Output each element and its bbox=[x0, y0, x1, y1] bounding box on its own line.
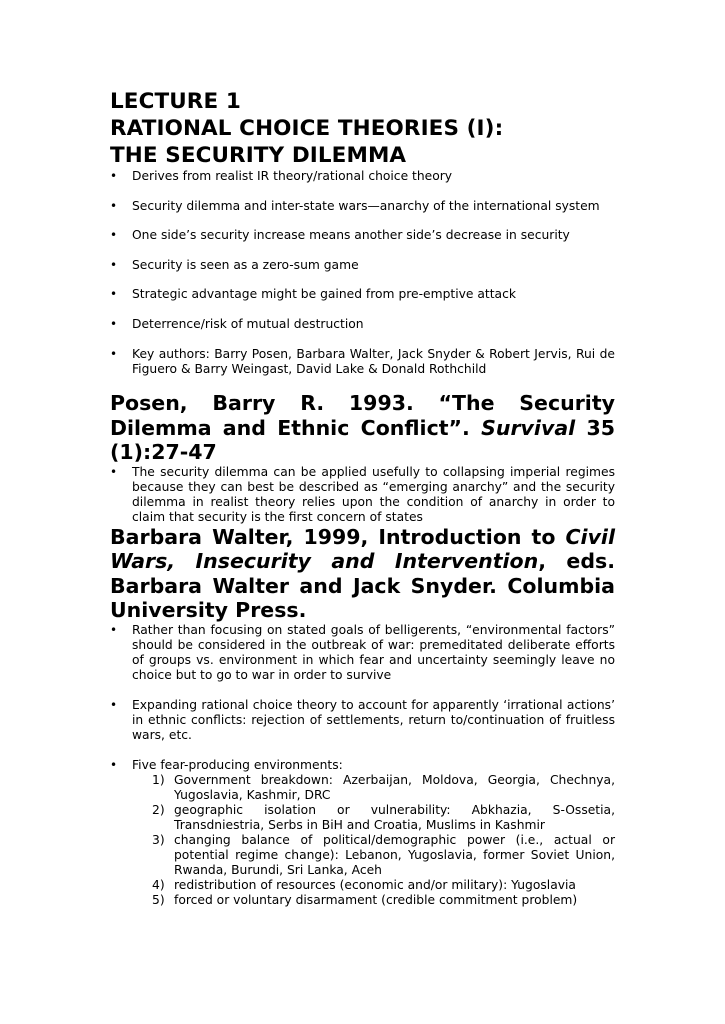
numbered-item bbox=[152, 893, 615, 908]
title-line: THE SECURITY DILEMMA bbox=[110, 143, 407, 168]
list-item: • Key authors: Barry Posen, Barbara Walter, Jack Snyder & Robert Jervis, Rui de Figuero & Barry Weingast, David Lake & Donald Rothchild bbox=[110, 347, 615, 377]
posen-bullet-list bbox=[110, 465, 615, 525]
intro-bullet-list bbox=[110, 169, 615, 377]
item-number: 2) bbox=[152, 802, 165, 817]
list-item: • Security is seen as a zero-sum game bbox=[110, 258, 615, 273]
item-text: Government breakdown: Azerbaijan, Moldova, Georgia, Chechnya, Yugoslavia, Kashmir, DRC bbox=[174, 772, 615, 802]
item-number: 4) bbox=[152, 877, 165, 892]
list-item: • Strategic advantage might be gained from pre-emptive attack bbox=[110, 287, 615, 302]
item-text: geographic isolation or vulnerability: Abkhazia, S-Ossetia, Transdniestria, Serbs in BiH and Croatia, Muslims in Kashmir bbox=[174, 802, 615, 832]
item-text: forced or voluntary disarmament (credible commitment problem) bbox=[174, 892, 578, 907]
list-item: • Deterrence/risk of mutual destruction bbox=[110, 317, 615, 332]
numbered-item bbox=[152, 833, 615, 878]
heading-text: Barbara Walter, 1999, Introduction to bbox=[110, 524, 566, 549]
fear-environment-list bbox=[132, 773, 615, 908]
journal-title: Survival bbox=[481, 415, 576, 440]
item-number: 1) bbox=[152, 772, 165, 787]
heading-text: Posen, Barry R. 1993. “The Security Dilemma and Ethnic Conflict”. bbox=[110, 391, 615, 440]
numbered-item bbox=[152, 803, 615, 833]
item-number: 3) bbox=[152, 832, 165, 847]
title-line: LECTURE 1 bbox=[110, 89, 241, 114]
list-item: • Rather than focusing on stated goals of belligerents, “environmental factors” should be considered in the outbreak of war: premeditated deliberate efforts of groups vs. environment in which fear and uncertainty seemingly leave no choice but to go to war in order to survive bbox=[110, 623, 615, 683]
item-text: changing balance of political/demographic power (i.e., actual or potential regime change): Lebanon, Yugoslavia, former Soviet Union, Rwanda, Burundi, Sri Lanka, Aceh bbox=[174, 832, 615, 877]
walter-bullet-list bbox=[110, 623, 615, 908]
walter-reference-heading bbox=[110, 525, 615, 623]
posen-reference-heading bbox=[110, 391, 615, 465]
list-item: • Expanding rational choice theory to account for apparently ‘irrational actions’ in ethnic conflicts: rejection of settlements, return to/continuation of fruitless wars, etc. bbox=[110, 698, 615, 743]
book-title: Civil Wars, Insecurity and Intervention bbox=[110, 524, 615, 574]
list-item-text: Five fear-producing environments: bbox=[132, 757, 343, 772]
lecture-title bbox=[110, 88, 615, 169]
list-item: • One side’s security increase means another side’s decrease in security bbox=[110, 228, 615, 243]
list-item bbox=[110, 758, 615, 908]
document-page bbox=[110, 88, 615, 908]
item-number: 5) bbox=[152, 892, 165, 907]
heading-text: , eds. Barbara Walter and Jack Snyder. Columbia University Press. bbox=[110, 549, 615, 623]
heading-text: 35 (1):27-47 bbox=[110, 415, 615, 465]
list-item: • Derives from realist IR theory/rational choice theory bbox=[110, 169, 615, 184]
numbered-item bbox=[152, 773, 615, 803]
list-item: • The security dilemma can be applied usefully to collapsing imperial regimes because they can best be described as “emerging anarchy” and the security dilemma in realist theory relies upon the condition of anarchy in order to claim that security is the first concern of states bbox=[110, 465, 615, 525]
numbered-item bbox=[152, 878, 615, 893]
title-line: RATIONAL CHOICE THEORIES (I): bbox=[110, 116, 504, 141]
item-text: redistribution of resources (economic and/or military): Yugoslavia bbox=[174, 877, 576, 892]
list-item: • Security dilemma and inter-state wars—anarchy of the international system bbox=[110, 199, 615, 214]
